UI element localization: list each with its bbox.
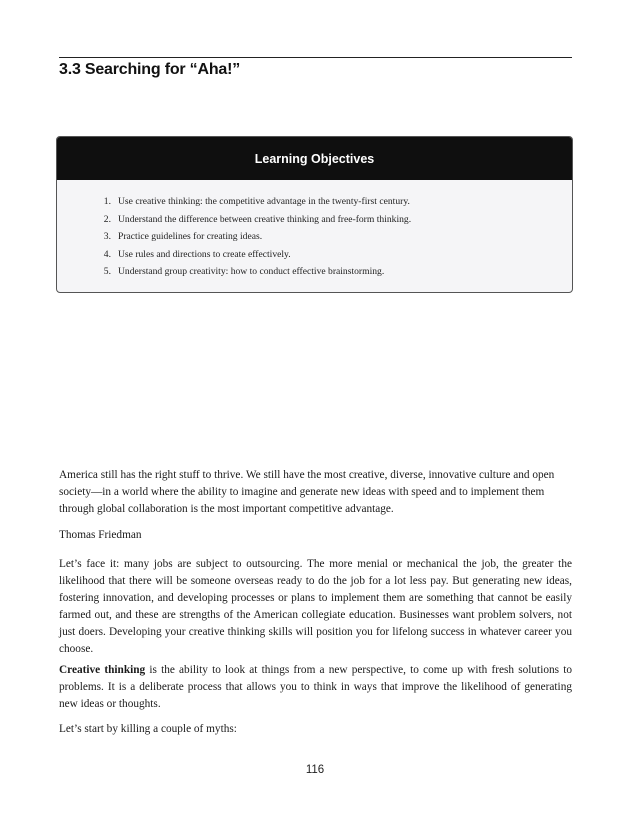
list-item-text: Use creative thinking: the competitive advantage in the twenty-first century. — [118, 196, 410, 207]
learning-objectives-heading: Learning Objectives — [254, 151, 375, 166]
epigraph-quote — [59, 467, 572, 518]
definition-text: is the ability to look at things from a new perspective, to come up with fresh solutions to problems. It is a deliberate process that allows you to think in ways that improve the likelihood of generating new ideas or thoughts. — [59, 664, 572, 710]
body-paragraph-definition — [59, 662, 572, 713]
list-item-text: Practice guidelines for creating ideas. — [118, 231, 263, 242]
body-paragraph-myths — [59, 721, 572, 738]
section-title: 3.3 Searching for “Aha!” — [59, 61, 241, 78]
key-term: Creative thinking — [59, 664, 146, 676]
quote-author: Thomas Friedman — [59, 529, 142, 541]
epigraph-author — [59, 527, 572, 544]
list-item-text: Understand group creativity: how to conduct effective brainstorming. — [118, 266, 385, 277]
list-item — [57, 246, 572, 264]
learning-objectives-header — [57, 137, 572, 180]
list-item — [57, 193, 572, 211]
list-item-text: Understand the difference between creative thinking and free-form thinking. — [118, 213, 412, 225]
learning-objectives-list — [57, 193, 572, 281]
body-paragraph-outsourcing — [59, 556, 572, 658]
paragraph-text: Let’s start by killing a couple of myths: — [59, 723, 237, 735]
paragraph-text — [59, 662, 572, 713]
list-item-number: 4. — [103, 248, 111, 260]
list-item — [57, 211, 572, 229]
list-item-number: 5. — [103, 266, 111, 277]
list-item-number: 1. — [103, 196, 111, 207]
list-item-number: 3. — [103, 231, 111, 242]
list-item-number: 2. — [103, 213, 111, 225]
page-number: 116 — [305, 764, 325, 776]
list-item — [57, 263, 572, 281]
quote-text: America still has the right stuff to thrive. We still have the most creative, diverse, innovative culture and open society—in a world where the ability to imagine and generate new ideas with speed and to implement them through global collaboration is the most important competitive advantage. — [59, 469, 555, 515]
list-item-text: Use rules and directions to create effectively. — [118, 248, 291, 260]
list-item — [57, 228, 572, 246]
paragraph-text: Let’s face it: many jobs are subject to outsourcing. The more menial or mechanical the job, the greater the likelihood that there will be someone overseas ready to do the job for a lot less pay. But generating new ideas, fostering innovation, and developing processes or plans to implement them are something that cannot be easily farmed out, and these are strengths of the American collegiate education. Businesses want problem solvers, not just doers. Developing your creative thinking skills will position you for lifelong success in whatever career you choose. — [59, 558, 572, 655]
section-top-rule — [59, 57, 572, 58]
learning-objectives-box — [56, 136, 573, 293]
